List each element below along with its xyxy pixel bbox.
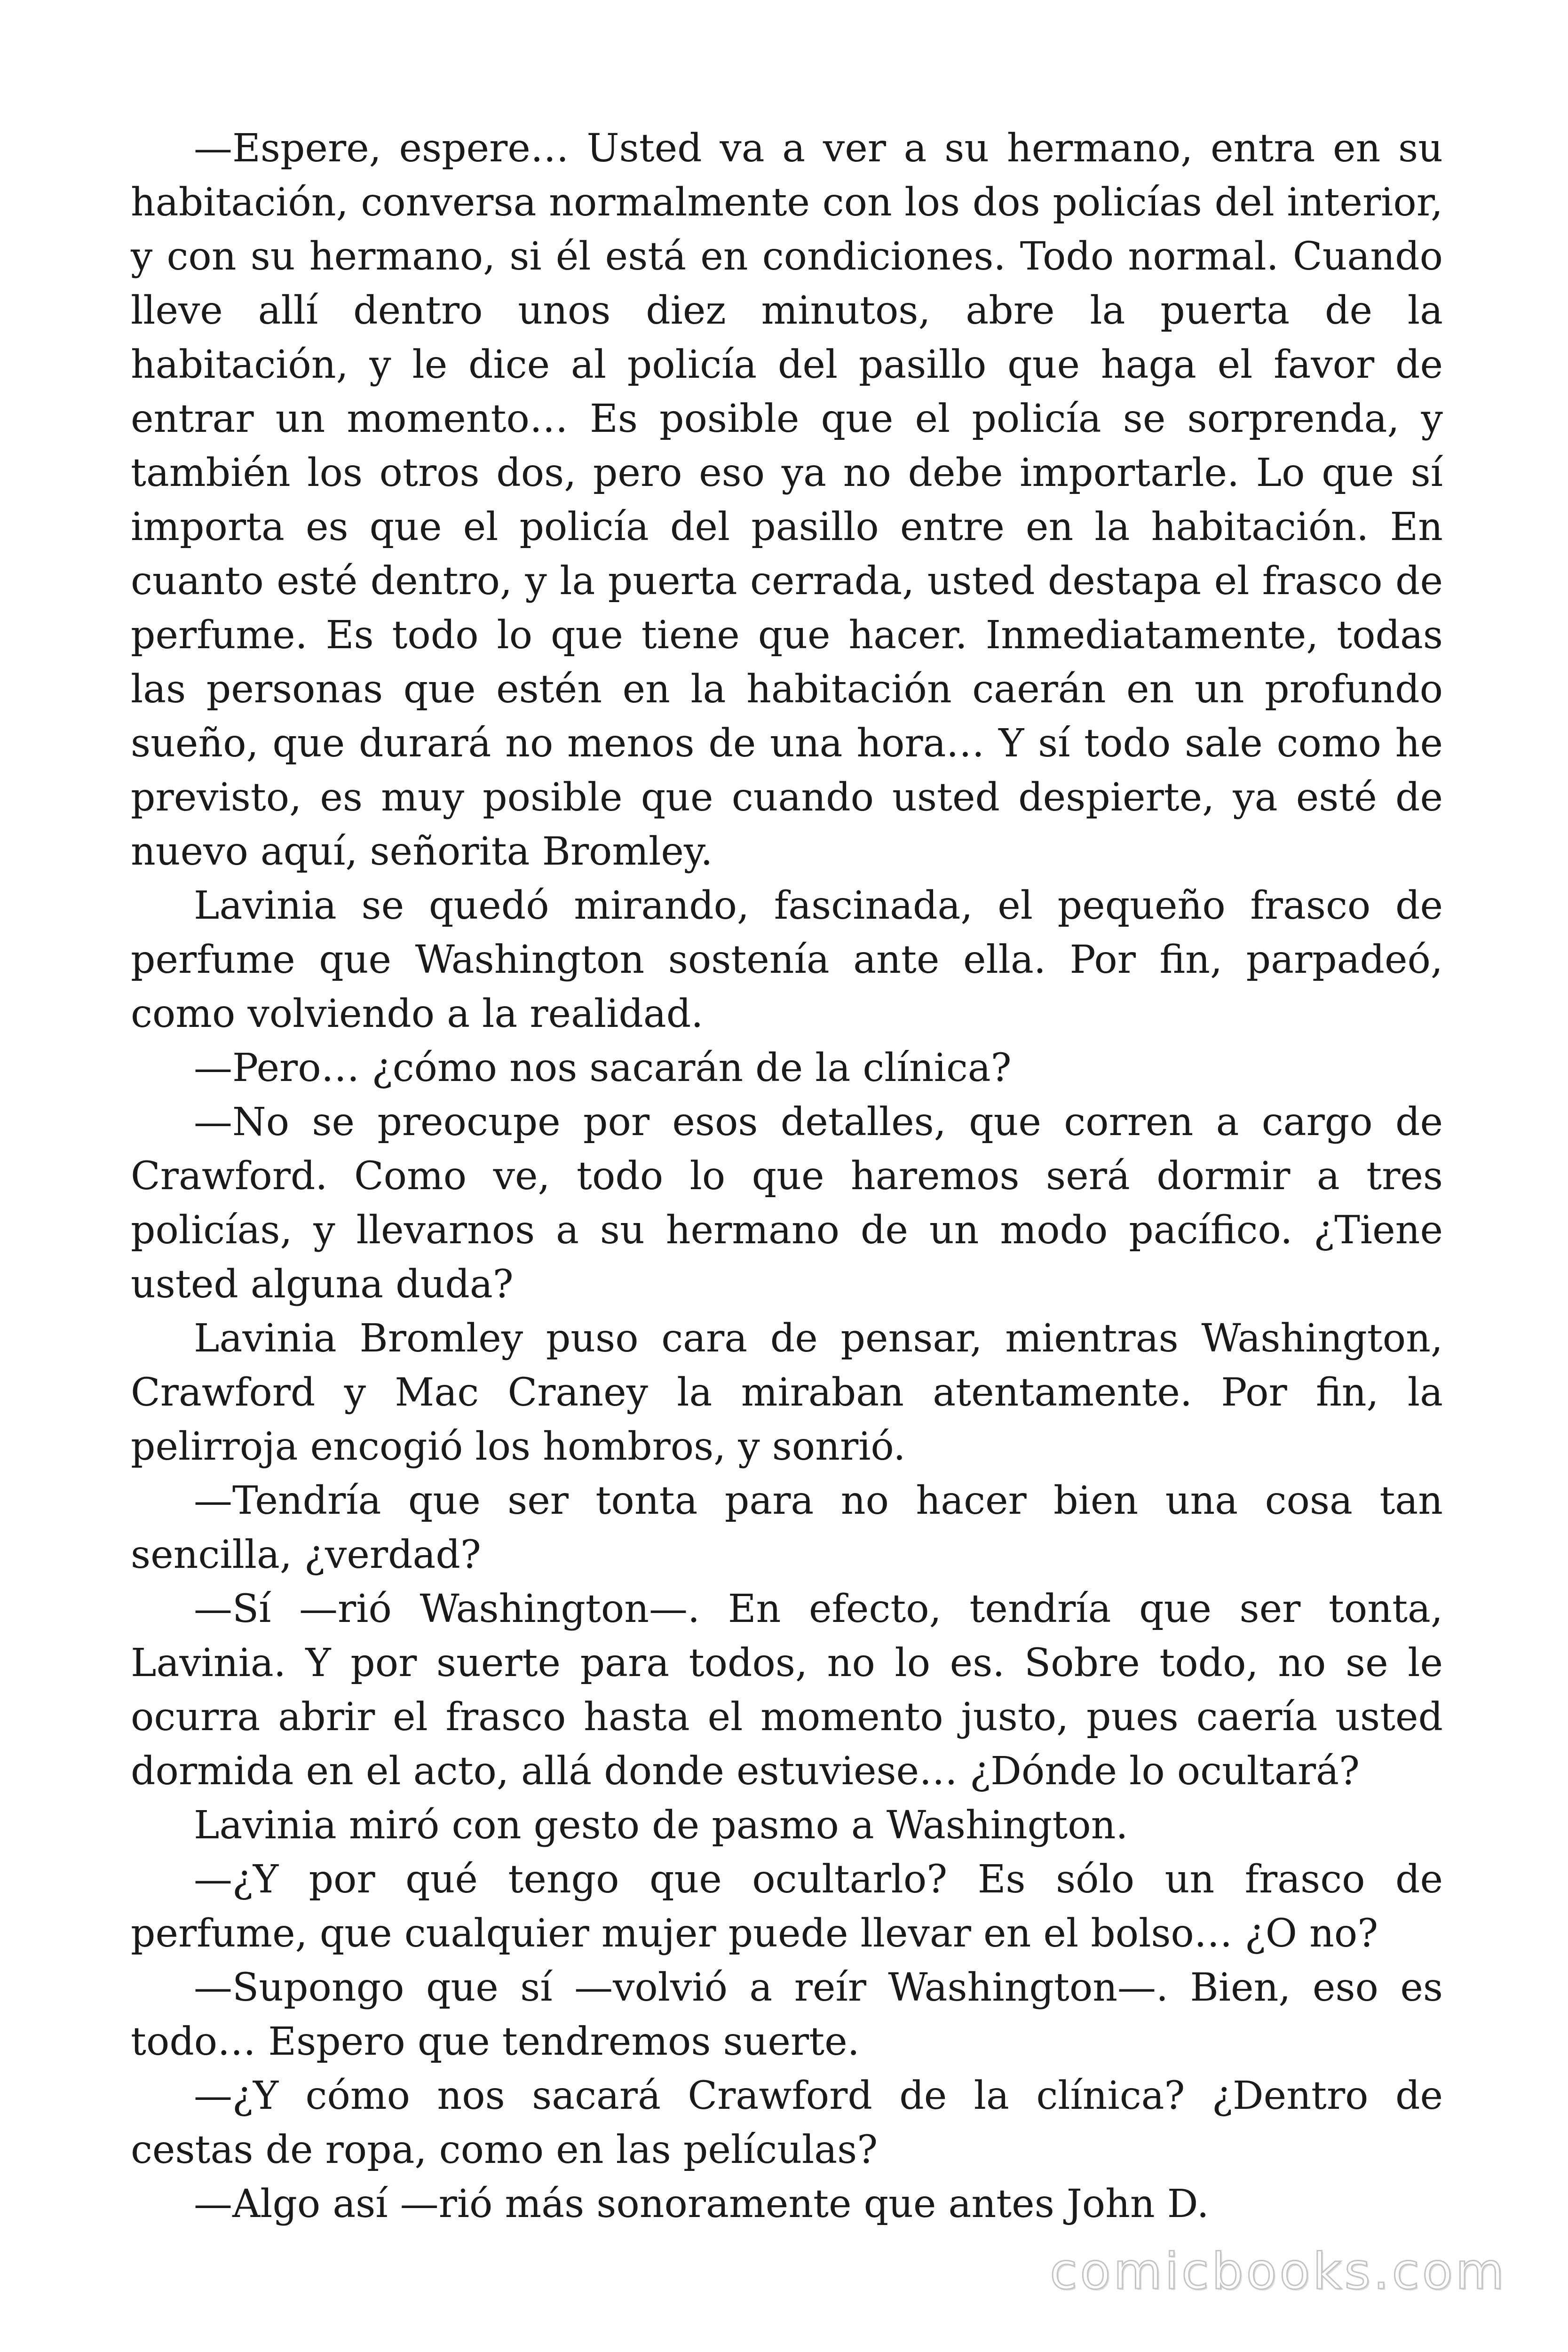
- paragraph: Lavinia se quedó mirando, fascinada, el pequeño frasco de perfume que Washington sostenía ante ella. Por fin, parpadeó, como volviendo a la realidad.: [131, 883, 1443, 1036]
- paragraph: —Supongo que sí —volvió a reír Washington—. Bien, eso es todo… Espero que tendremos suerte.: [131, 1965, 1443, 2064]
- paragraph: —¿Y por qué tengo que ocultarlo? Es sólo un frasco de perfume, que cualquier mujer puede llevar en el bolso… ¿O no?: [131, 1857, 1443, 1956]
- paragraph: —No se preocupe por esos detalles, que corren a cargo de Crawford. Como ve, todo lo que haremos será dormir a tres policías, y llevarnos a su hermano de un modo pacífico. ¿Tiene usted alguna duda?: [131, 1100, 1443, 1307]
- paragraph: —Espere, espere… Usted va a ver a su hermano, entra en su habitación, conversa normalmente con los dos policías del interior, y con su hermano, si él está en condiciones. Todo normal. Cuando lleve allí dentro unos diez minutos, abre la puerta de la habitación, y le dice al policía del pasillo que haga el favor de entrar un momento… Es posible que el policía se sorprenda, y también los otros dos, pero eso ya no debe importarle. Lo que sí importa es que el policía del pasillo entre en la habitación. En cuanto esté dentro, y la puerta cerrada, usted destapa el frasco de perfume. Es todo lo que tiene que hacer. Inmediatamente, todas las personas que estén en la habitación caerán en un profundo sueño, que durará no menos de una hora… Y sí todo sale como he previsto, es muy posible que cuando usted despierte, ya esté de nuevo aquí, señorita Bromley.: [131, 126, 1443, 874]
- paragraph: —Sí —rió Washington—. En efecto, tendría que ser tonta, Lavinia. Y por suerte para todos, no lo es. Sobre todo, no se le ocurra abrir el frasco hasta el momento justo, pues caería usted dormida en el acto, allá donde estuviese… ¿Dónde lo ocultará?: [131, 1587, 1443, 1794]
- paragraph: —¿Y cómo nos sacará Crawford de la clínica? ¿Dentro de cestas de ropa, como en las películas?: [131, 2074, 1443, 2172]
- book-page-text: [131, 121, 1443, 2231]
- paragraph: —Algo así —rió más sonoramente que antes John D.: [194, 2182, 1209, 2226]
- paragraph: Lavinia miró con gesto de pasmo a Washington.: [194, 1803, 1128, 1848]
- watermark: comicbooks.com: [1050, 2242, 1507, 2300]
- paragraph: Lavinia Bromley puso cara de pensar, mientras Washington, Crawford y Mac Craney la miraban atentamente. Por fin, la pelirroja encogió los hombros, y sonrió.: [131, 1316, 1443, 1469]
- paragraph: —Pero… ¿cómo nos sacarán de la clínica?: [194, 1046, 1012, 1090]
- paragraph: —Tendría que ser tonta para no hacer bien una cosa tan sencilla, ¿verdad?: [131, 1478, 1443, 1577]
